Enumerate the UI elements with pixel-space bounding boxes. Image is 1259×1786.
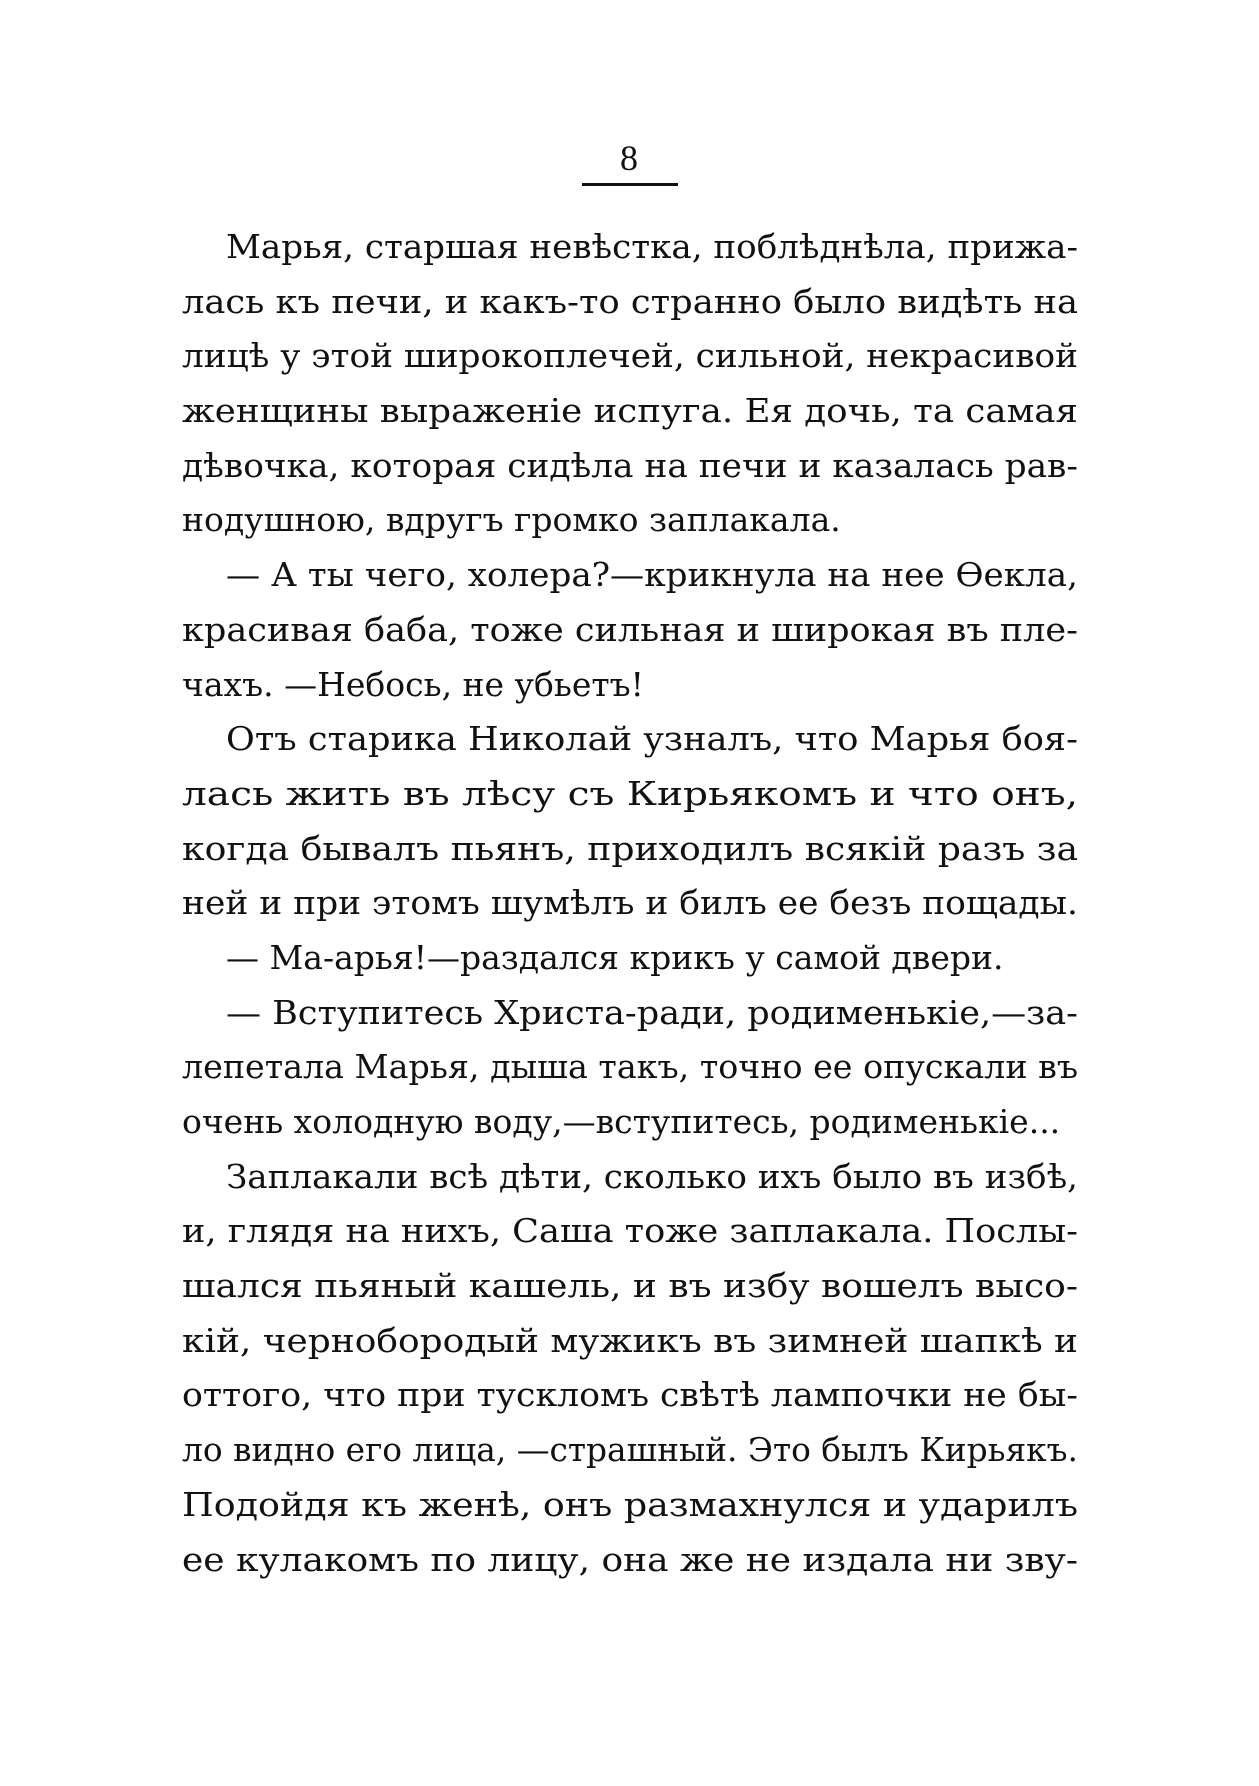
text-line: — Вступитесь Христа-ради, родименькіе,—за- [226,992,1078,1032]
text-line: очень холодную воду,—вступитесь, родименькіе... [182,1102,1061,1141]
text-line: Марья, старшая невѣстка, поблѣднѣла, прижа- [226,227,1078,266]
text-line: Заплакали всѣ дѣти, сколько ихъ было въ избѣ, [226,1156,1078,1196]
text-line: шался пьяный кашель, и въ избу вошелъ высо- [182,1266,1078,1306]
page-number: 8 [620,138,639,178]
page-number-rule [582,183,678,186]
text-line: ло видно его лица, —страшный. Это былъ Кирьякъ. [182,1430,1078,1470]
text-line: — Ма-арья!—раздался крикъ у самой двери. [226,937,1004,977]
text-line: лась къ печи, и какъ-то странно было видѣть на [182,281,1078,321]
text-line: красивая баба, тоже сильная и широкая въ пле- [182,609,1078,649]
text-line: ней и при этомъ шумѣлъ и билъ ее безъ пощады. [182,883,1078,923]
text-line: ее кулакомъ по лицу, она же не издала ни зву- [182,1539,1078,1579]
text-line: Подойдя къ женѣ, онъ размахнулся и ударилъ [182,1484,1078,1524]
text-line: кій, чернобородый мужикъ въ зимней шапкѣ и [182,1320,1078,1360]
text-line: Отъ старика Николай узналъ, что Марья боя- [226,719,1078,759]
text-line: лепетала Марья, дыша такъ, точно ее опускали въ [182,1047,1078,1087]
text-line: и, глядя на нихъ, Саша тоже заплакала. Послы- [182,1211,1078,1251]
text-line: когда бывалъ пьянъ, приходилъ всякій разъ за [182,828,1078,868]
text-line: женщины выраженіе испуга. Ея дочь, та самая [182,391,1078,431]
body-text [182,220,1078,1587]
text-line: чахъ. —Небось, не убьетъ! [182,664,644,704]
text-line: дѣвочка, которая сидѣла на печи и казалась рав- [182,445,1078,485]
text-line: оттого, что при тускломъ свѣтѣ лампочки не бы- [182,1375,1078,1415]
text-line: лицѣ у этой широкоплечей, сильной, некрасивой [182,336,1078,376]
text-line: — А ты чего, холера?—крикнула на нее Ѳекла, [226,555,1078,595]
text-line: нодушною, вдругъ громко заплакала. [182,500,841,540]
text-line: лась жить въ лѣсу съ Кирьякомъ и что онъ, [182,773,1078,813]
